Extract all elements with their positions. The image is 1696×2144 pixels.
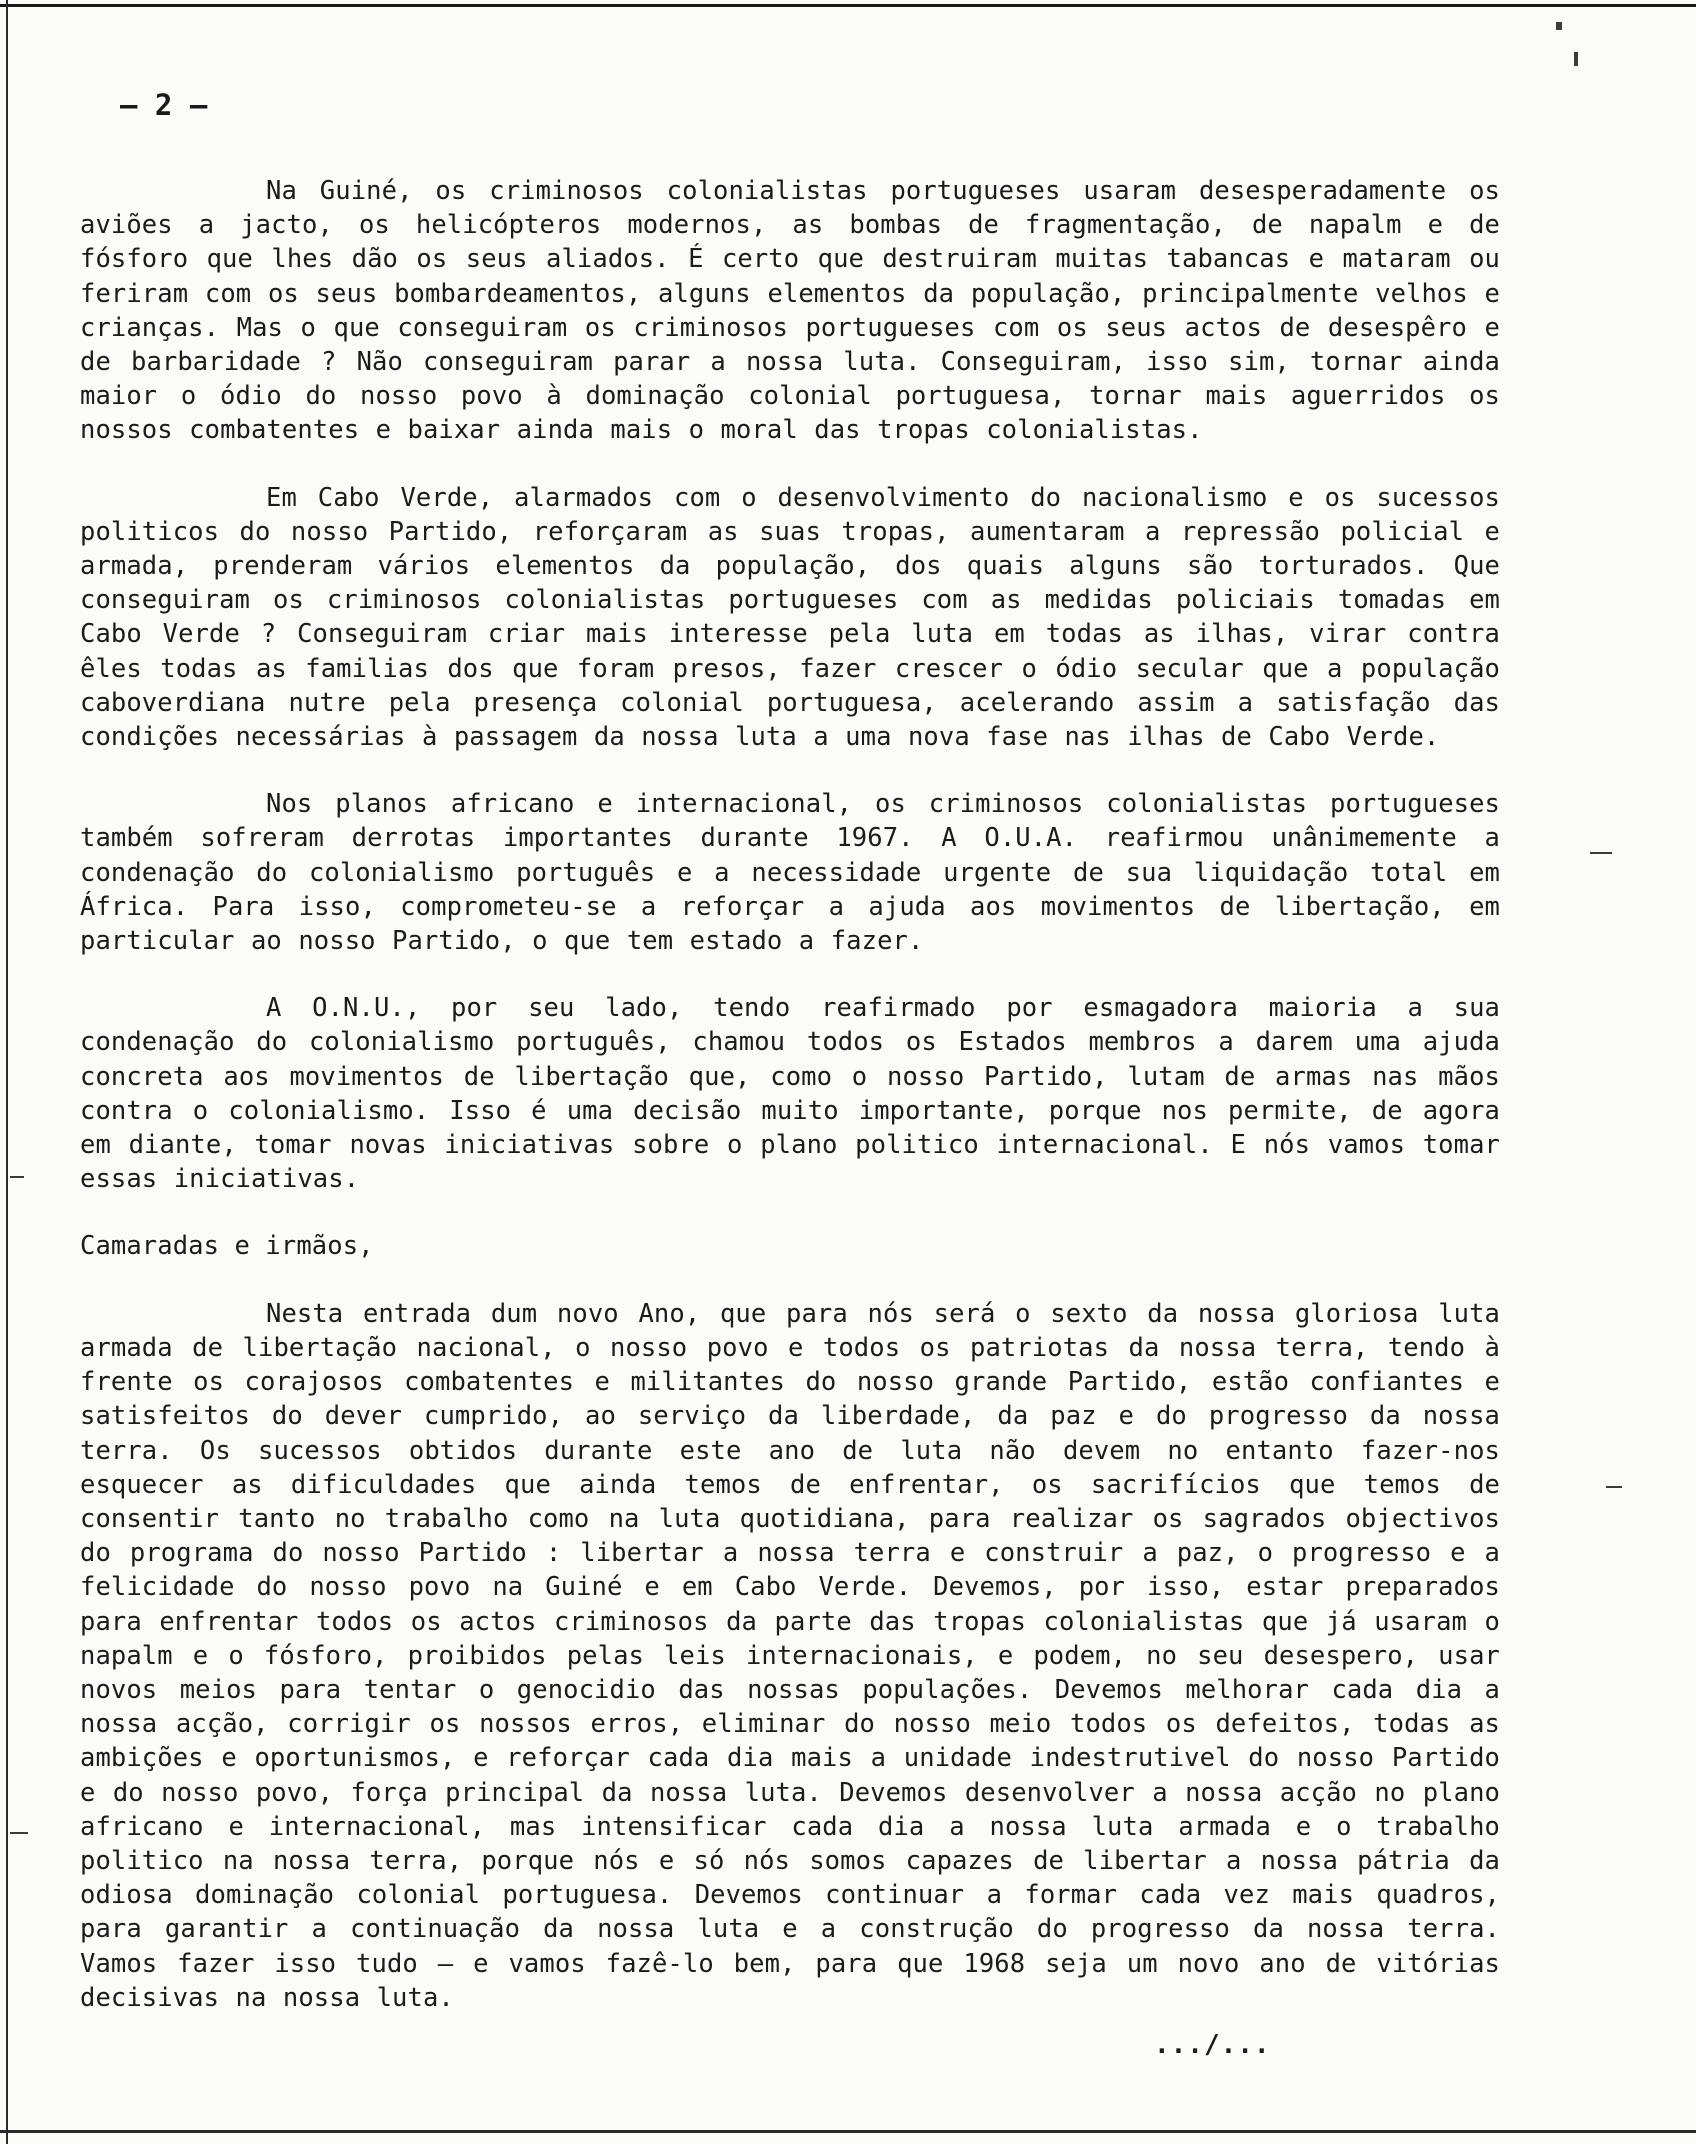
- paragraph-cabo-verde: Em Cabo Verde, alarmados com o desenvolvimento do nacionalismo e os sucessos politicos do nosso Partido, reforçaram as suas tropas, aumentaram a repressão policial e armada, prenderam vários elementos da população, dos quais alguns são torturados. Que conseguiram os criminosos colonialistas portugueses com as medidas policiais tomadas em Cabo Verde ? Conseguiram criar mais interesse pela luta em todas as ilhas, virar contra êles todas as familias dos que foram presos, fazer crescer o ódio secular que a população caboverdiana nutre pela presença colonial portuguesa, acelerando assim a satisfação das condições necessárias à passagem da nossa luta a uma nova fase nas ilhas de Cabo Verde.: [80, 482, 1500, 753]
- scan-speck: [1574, 52, 1578, 66]
- continuation-mark: .../...: [1154, 2030, 1271, 2060]
- page-number: – 2 –: [120, 88, 208, 122]
- paragraph-new-year: Nesta entrada dum novo Ano, que para nós será o sexto da nossa gloriosa luta armada de libertação nacional, o nosso povo e todos os patriotas da nossa terra, tendo à frente os corajosos combatentes e militantes do nosso grande Partido, estão confiantes e satisfeitos do dever cumprido, ao serviço da liberdade, da paz e do progresso da nossa terra. Os sucessos obtidos durante este ano de luta não devem no entanto fazer-nos esquecer as dificuldades que ainda temos de enfrentar, os sacrifícios que temos de consentir tanto no trabalho como na luta quotidiana, para realizar os sagrados objectivos do programa do nosso Partido : libertar a nossa terra e construir a paz, o progresso e a felicidade do nosso povo na Guiné e em Cabo Verde. Devemos, por isso, estar preparados para enfrentar todos os actos criminosos da parte das tropas colonialistas que já usaram o napalm e o fósforo, proibidos pelas leis internacionais, e podem, no seu desespero, usar novos meios para tentar o genocidio das nossas populações. Devemos melhorar cada dia a nossa acção, corrigir os nossos erros, eliminar do nosso meio todos os defeitos, todas as ambições e oportunismos, e reforçar cada dia mais a unidade indestrutivel do nosso Partido e do nosso povo, força principal da nossa luta. Devemos desenvolver a nossa acção no plano africano e internacional, mas intensificar cada dia a nossa luta armada e o trabalho politico na nossa terra, porque nós e só nós somos capazes de libertar a nossa pátria da odiosa dominação colonial portuguesa. Devemos continuar a formar cada vez mais quadros, para garantir a continuação da nossa luta e a construção do progresso da nossa terra. Vamos fazer isso tudo – e vamos fazê-lo bem, para que 1968 seja um novo ano de vitórias decisivas na nossa luta.: [80, 1298, 1500, 2013]
- margin-tick: [1606, 1486, 1622, 1488]
- paragraph-guine: Na Guiné, os criminosos colonialistas portugueses usaram desesperadamente os aviões a jacto, os helicópteros modernos, as bombas de fragmentação, de napalm e de fósforo que lhes dão os seus aliados. É certo que destruiram muitas tabancas e mataram ou feriram com os seus bombardeamentos, alguns elementos da população, principalmente velhos e crianças. Mas o que conseguiram os criminosos portugueses com os seus actos de desespêro e de barbaridade ? Não conseguiram parar a nossa luta. Conseguiram, isso sim, tornar ainda maior o ódio do nosso povo à dominação colonial portuguesa, tornar mais aguerridos os nossos combatentes e baixar ainda mais o moral das tropas colonialistas.: [80, 176, 1500, 446]
- margin-tick: [10, 1832, 28, 1834]
- paragraph-onu: A O.N.U., por seu lado, tendo reafirmado por esmagadora maioria a sua condenação do colonialismo português, chamou todos os Estados membros a darem uma ajuda concreta aos movimentos de libertação que, como o nosso Partido, lutam de armas nas mãos contra o colonialismo. Isso é uma decisão muito importante, porque nos permite, de agora em diante, tomar novas iniciativas sobre o plano politico internacional. E nós vamos tomar essas iniciativas.: [80, 993, 1500, 1195]
- left-edge-line: [6, 0, 8, 2144]
- bottom-edge-line: [0, 2130, 1696, 2133]
- margin-tick: [1590, 852, 1612, 854]
- margin-tick: [10, 1176, 24, 1178]
- top-edge-line: [0, 4, 1696, 7]
- scan-speck: [1556, 22, 1562, 30]
- letter-body: [80, 174, 1500, 2048]
- paragraph-oua: Nos planos africano e internacional, os criminosos colonialistas portugueses também sofreram derrotas importantes durante 1967. A O.U.A. reafirmou unânimemente a condenação do colonialismo português e a necessidade urgente de sua liquidação total em África. Para isso, comprometeu-se a reforçar a ajuda aos movimentos de libertação, em particular ao nosso Partido, o que tem estado a fazer.: [80, 789, 1500, 957]
- salutation: Camaradas e irmãos,: [80, 1231, 374, 1262]
